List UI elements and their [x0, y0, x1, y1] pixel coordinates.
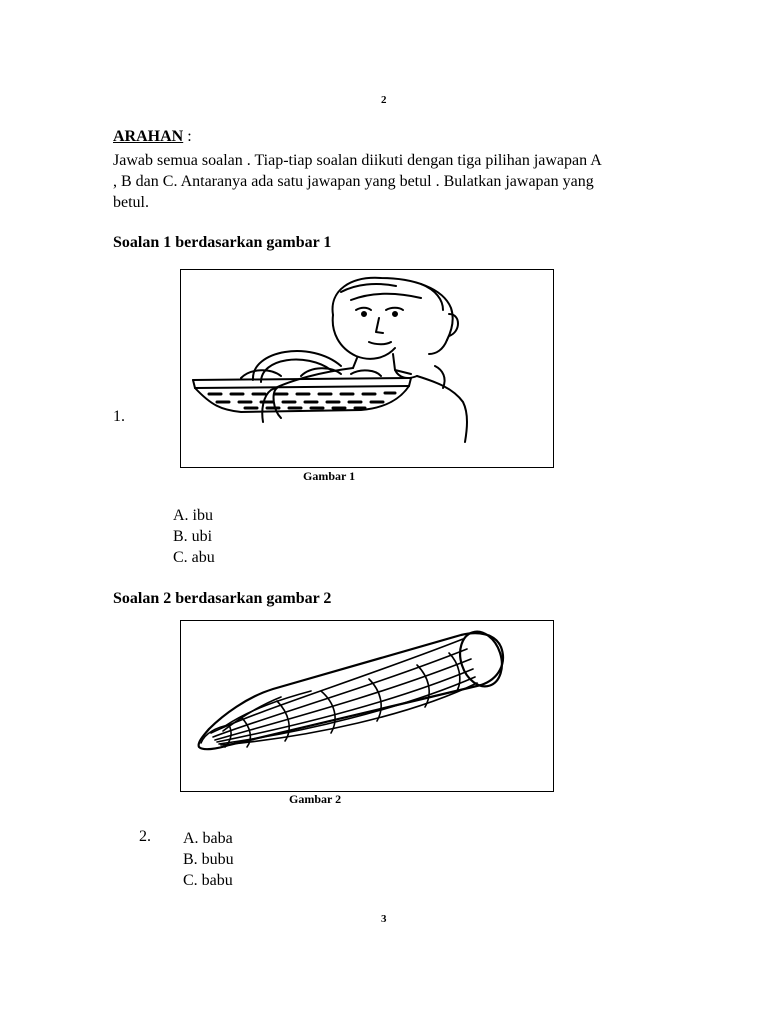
question-1-heading: Soalan 1 berdasarkan gambar 1 [113, 234, 332, 251]
instructions-paragraph [113, 150, 673, 213]
instructions-line-1: Jawab semua soalan . Tiap-tiap soalan diikuti dengan tiga pilihan jawapan A [113, 152, 602, 169]
question-2-heading: Soalan 2 berdasarkan gambar 2 [113, 590, 332, 607]
instructions-line-2: , B dan C. Antaranya ada satu jawapan yang betul . Bulatkan jawapan yang [113, 173, 594, 190]
bubu-fish-trap-illustration [181, 621, 553, 791]
question-1-number: 1. [113, 408, 125, 425]
woman-with-basket-illustration [181, 270, 553, 467]
question-2-option-b[interactable]: B. bubu [183, 851, 234, 868]
question-1-option-b[interactable]: B. ubi [173, 528, 213, 545]
instructions-heading [113, 128, 192, 146]
question-1-options [173, 505, 215, 568]
question-2-picture-frame [180, 620, 554, 792]
question-2-option-a[interactable]: A. baba [183, 830, 233, 847]
question-1-picture-frame [180, 269, 554, 468]
instructions-label-suffix: : [183, 128, 192, 145]
question-1-option-c[interactable]: C. abu [173, 549, 215, 566]
question-1-caption: Gambar 1 [303, 469, 356, 483]
question-1-option-a[interactable]: A. ibu [173, 507, 213, 524]
question-2-caption: Gambar 2 [289, 792, 342, 806]
page-number-bottom: 3 [381, 913, 387, 925]
question-2-options [183, 828, 234, 891]
question-2-number: 2. [139, 828, 151, 845]
page-number-top: 2 [381, 94, 387, 106]
instructions-label: ARAHAN [113, 128, 184, 145]
question-2-option-c[interactable]: C. babu [183, 872, 233, 889]
instructions-line-3: betul. [113, 194, 149, 211]
